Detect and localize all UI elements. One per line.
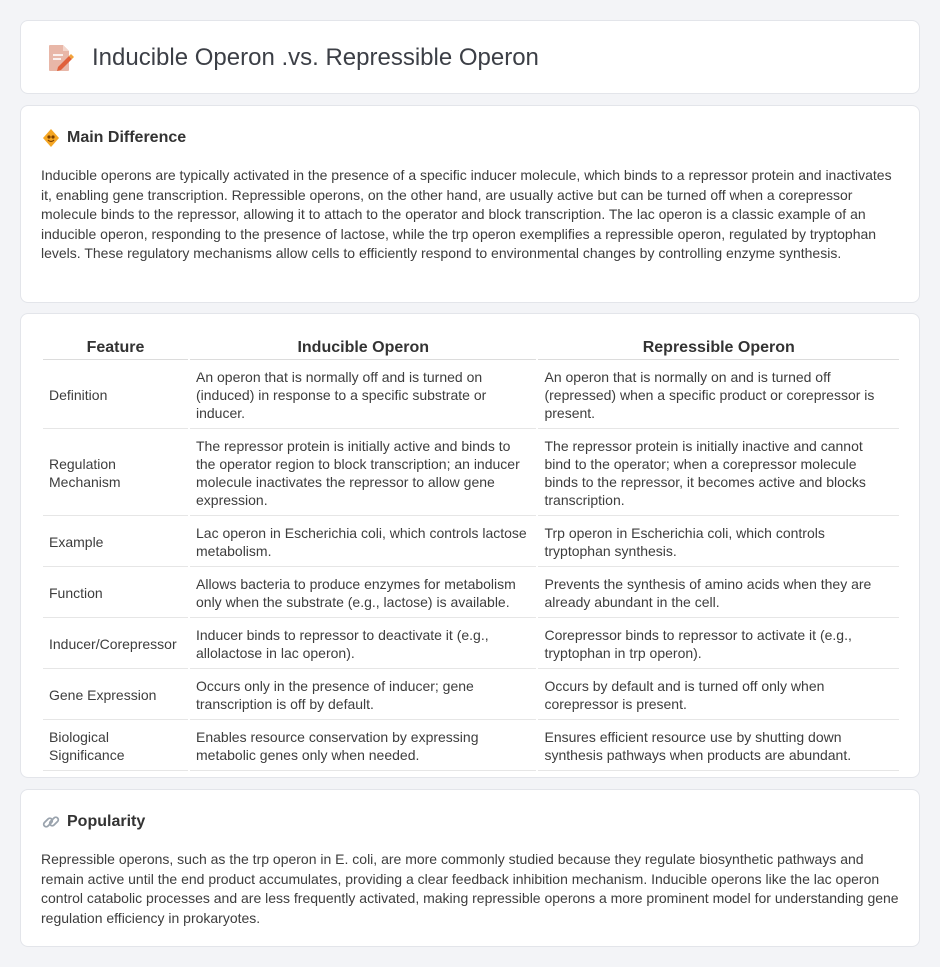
header-card xyxy=(20,20,920,94)
page-title: Inducible Operon .vs. Repressible Operon xyxy=(92,44,539,71)
comparison-table-card xyxy=(20,313,920,778)
table-cell: Occurs only in the presence of inducer; gene transcription is off by default. xyxy=(190,671,536,720)
main-difference-heading: Main Difference xyxy=(67,129,187,146)
main-difference-section xyxy=(20,105,920,303)
table-row xyxy=(43,620,899,669)
table-row xyxy=(43,431,899,516)
document-pen-icon xyxy=(46,43,74,73)
table-cell: Prevents the synthesis of amino acids when they are already abundant in the cell. xyxy=(538,569,899,618)
table-row xyxy=(43,362,899,429)
table-row xyxy=(43,569,899,618)
table-header-row xyxy=(43,336,899,360)
table-cell: Corepressor binds to repressor to activate it (e.g., tryptophan in trp operon). xyxy=(538,620,899,669)
table-cell: The repressor protein is initially inactive and cannot bind to the operator; when a corepressor molecule binds to the repressor, it becomes active and blocks transcription. xyxy=(538,431,899,516)
feature-cell: Biological Significance xyxy=(43,722,188,771)
table-cell: Lac operon in Escherichia coli, which controls lactose metabolism. xyxy=(190,518,536,567)
table-cell: Occurs by default and is turned off only when corepressor is present. xyxy=(538,671,899,720)
link-icon xyxy=(41,812,61,832)
main-difference-text: Inducible operons are typically activated in the presence of a specific inducer molecule, which binds to a repressor protein and inactivates it, enabling gene transcription. Repressible operons, on the other hand, are usually active but can be turned off when a corepressor molecule binds to the repressor, allowing it to attach to the operator and block transcription. The lac operon is a classic example of an inducible operon, responding to the presence of lactose, while the trp operon exemplifies a repressible operon, regulated by tryptophan levels. These regulatory mechanisms allow cells to efficiently respond to environmental changes by controlling enzyme synthesis. xyxy=(41,167,892,262)
table-cell: An operon that is normally on and is turned off (repressed) when a specific product or corepressor is present. xyxy=(538,362,899,429)
feature-cell: Inducer/Corepressor xyxy=(43,620,188,669)
table-cell: Trp operon in Escherichia coli, which controls tryptophan synthesis. xyxy=(538,518,899,567)
table-cell: Enables resource conservation by expressing metabolic genes only when needed. xyxy=(190,722,536,771)
popularity-section xyxy=(20,789,920,947)
feature-cell: Gene Expression xyxy=(43,671,188,720)
table-cell: Ensures efficient resource use by shutting down synthesis pathways when products are abundant. xyxy=(538,722,899,771)
puzzle-icon xyxy=(41,128,61,148)
column-header: Repressible Operon xyxy=(538,336,899,360)
popularity-text: Repressible operons, such as the trp operon in E. coli, are more commonly studied because they regulate biosynthetic pathways and remain active until the end product accumulates, providing a clear feedback inhibition mechanism. Inducible operons like the lac operon control catabolic processes and are less frequently activated, making repressible operons a more prominent model for understanding gene regulation efficiency in prokaryotes. xyxy=(41,851,899,926)
table-cell: Inducer binds to repressor to deactivate it (e.g., allolactose in lac operon). xyxy=(190,620,536,669)
comparison-table xyxy=(41,334,901,773)
column-header: Inducible Operon xyxy=(190,336,536,360)
feature-cell: Definition xyxy=(43,362,188,429)
table-row xyxy=(43,518,899,567)
table-cell: An operon that is normally off and is turned on (induced) in response to a specific substrate or inducer. xyxy=(190,362,536,429)
table-row xyxy=(43,722,899,771)
column-header: Feature xyxy=(43,336,188,360)
feature-cell: Example xyxy=(43,518,188,567)
popularity-heading: Popularity xyxy=(67,813,146,830)
table-row xyxy=(43,671,899,720)
feature-cell: Regulation Mechanism xyxy=(43,431,188,516)
table-cell: The repressor protein is initially active and binds to the operator region to block transcription; an inducer molecule inactivates the repressor to allow gene expression. xyxy=(190,431,536,516)
feature-cell: Function xyxy=(43,569,188,618)
table-cell: Allows bacteria to produce enzymes for metabolism only when the substrate (e.g., lactose) is available. xyxy=(190,569,536,618)
